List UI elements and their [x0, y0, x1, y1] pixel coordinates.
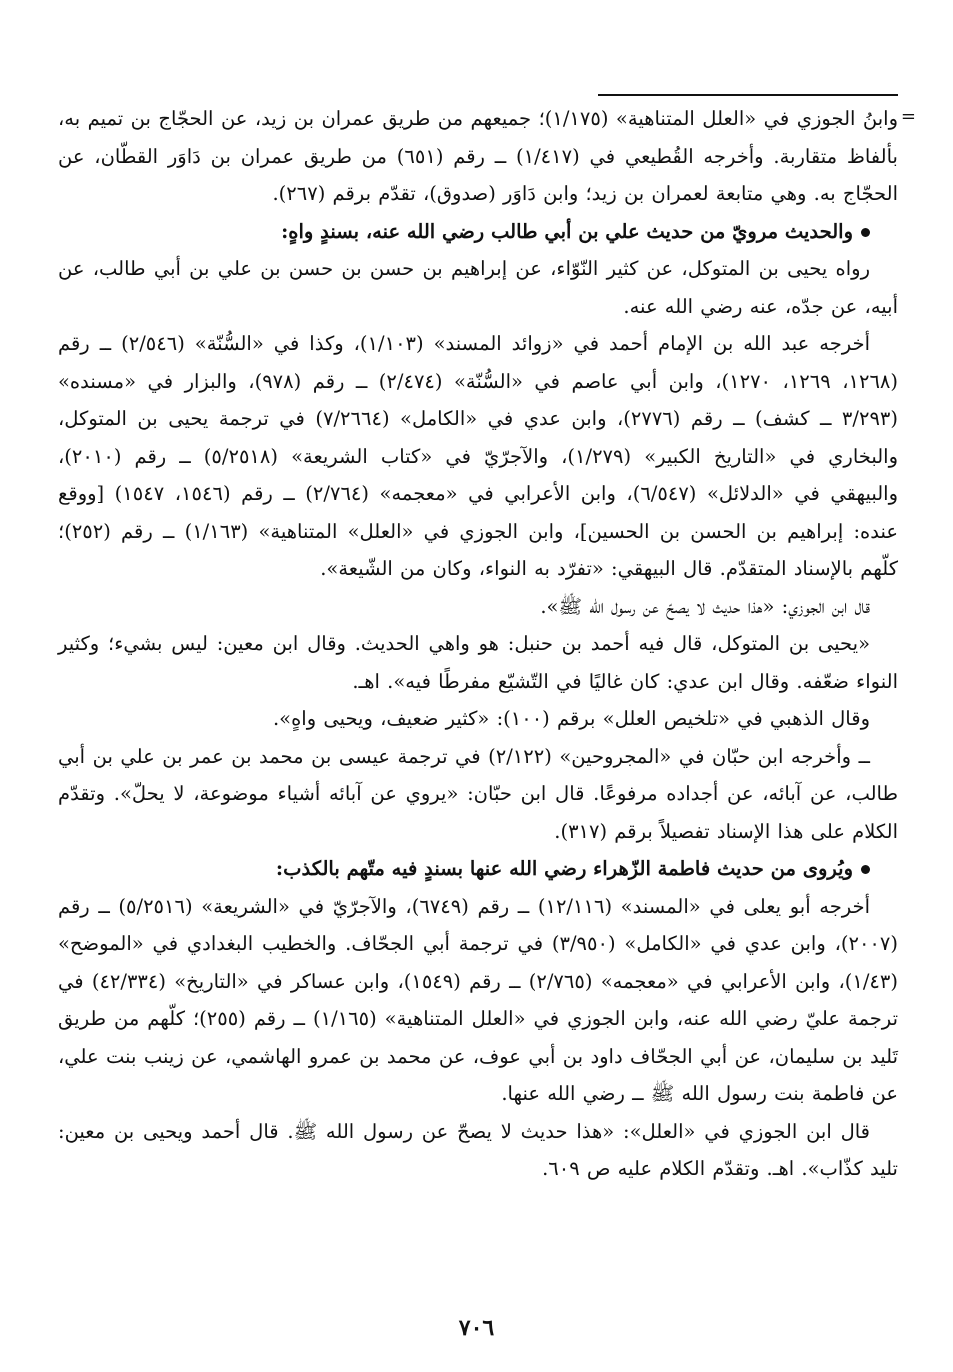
continuation-mark: =	[900, 106, 916, 127]
bullet-icon	[861, 228, 870, 237]
section-heading-text: ويُروى من حديث فاطمة الزّهراء رضي الله عنها بسندٍ فيه متّهم بالكذب:	[275, 857, 853, 880]
section-heading	[58, 850, 898, 888]
bullet-icon	[861, 865, 870, 874]
paragraph: قال ابن الجوزي في «العلل»: «هذا حديث لا يصحّ عن رسول الله ﷺ. قال أحمد ويحيى بن معين: تليد كذّاب». اهـ. وتقدّم الكلام عليه ص ٦٠٩.	[58, 1119, 898, 1180]
section-heading-text: والحديث مرويّ من حديث علي بن أبي طالب رضي الله عنه، بسندٍ واهٍ:	[281, 219, 853, 243]
paragraph: وابنُ الجوزي في «العلل المتناهية» (١/١٧٥)؛ جميعهم من طريق عمران بن زيد، عن الحجّاج بن تميم به، بألفاظ متقاربة. وأخرجه القُطيعي في (١/٤١٧) ــ رقم (٦٥١) من طريق عمران بن دَاوَر القطّان، عن الحجّاج به. وهي متابعة لعمران بن زيد؛ وابن دَاوَر (صدوق)، تقدّم برقم (٢٦٧).	[58, 107, 898, 205]
page-body	[58, 94, 916, 1188]
paragraph: أخرجه أبو يعلى في «المسند» (١٢/١١٦) ــ رقم (٦٧٤٩)، والآجرّيّ في «الشريعة» (٥/٢٥١٦) ــ رقم (٢٠٠٧)، وابن عدي في «الكامل» (٣/٩٥٠) في ترجمة أبي الجحّاف. والخطيب البغدادي في «الموضح» (١/٤٣)، وابن الأعرابي في «معجمه» (٢/٧٦٥) ــ رقم (١٥٤٩)، وابن عساكر في «التاريخ» (٤٢/٣٣٤) في ترجمة عليّ رضي الله عنه، وابن الجوزي في «العلل المتناهية» (١/١٦٥) ــ رقم (٢٥٥)؛ كلّهم من طريق تَليد بن سليمان، عن أبي الجحّاف داود بن أبي عوف، عن محمد بن عمرو الهاشمي، عن زينب بنت علي، عن فاطمة بنت رسول الله ﷺ ــ رضي الله عنها.	[58, 894, 898, 1105]
section-heading	[58, 213, 898, 251]
paragraph: «يحيى بن المتوكل، قال فيه أحمد بن حنبل: هو واهي الحديث. وقال ابن معين: ليس بشيء؛ وكثير النواء ضعّفه. وقال ابن عدي: كان غاليًا في التّشيّع مفرطًا فيه». اهـ.	[58, 632, 898, 693]
paragraph: قال ابن الجوزي: «هذا حديث لا يصحّ عن رسول الله ﷺ».	[540, 594, 870, 618]
page-number: ٧٠٦	[458, 1315, 495, 1341]
paragraph: وقال الذهبي في «تلخيص العلل» برقم (١٠٠): «كثير ضعيف، ويحيى واهٍ».	[272, 707, 870, 730]
footnote-separator-rule	[598, 94, 898, 96]
paragraph: أخرجه عبد الله بن الإمام أحمد في «زوائد المسند» (١/١٠٣)، وكذا في «السُّنّة» (٢/٥٤٦) ــ رقم (١٢٦٨، ١٢٦٩، ١٢٧٠)، وابن أبي عاصم في «السُّنّة» (٢/٤٧٤) ــ رقم (٩٧٨)، والبزار في «مسنده» (٣/٢٩٣ ــ كشف) ــ رقم (٢٧٧٦)، وابن عدي في «الكامل» (٧/٢٦٦٤) في ترجمة يحيى بن المتوكل، والبخاري في «التاريخ الكبير» (١/٢٧٩)، والآجرّيّ في «كتاب الشريعة» (٥/٢٥١٨) ــ رقم (٢٠١٠)، والبيهقي في «الدلائل» (٦/٥٤٧)، وابن الأعرابي في «معجمه» (٢/٧٦٤) ــ رقم (١٥٤٦، ١٥٤٧) [ووقع عنده: إبراهيم بن الحسن بن الحسين]، وابن الجوزي في «العلل» المتناهية» (١/١٦٣) ــ رقم (٢٥٢)؛ كلّهم بالإسناد المتقدّم. قال البيهقي: «تفرّد به النواء، وكان من الشّيعة».	[58, 332, 899, 580]
paragraph: ــ وأخرجه ابن حبّان في «المجروحين» (٢/١٢٢) في ترجمة عيسى بن محمد بن عمر بن علي بن أبي طالب، عن آبائه، عن أجداده مرفوعًا. قال ابن حبّان: «يروي عن آبائه أشياء موضوعة، لا يحلّ». وتقدّم الكلام على هذا الإسناد تفصيلاً برقم (٣١٧).	[58, 744, 898, 843]
paragraph: رواه يحيى بن المتوكل، عن كثير النّوّاء، عن إبراهيم بن حسن بن حسن بن علي بن أبي طالب، عن أبيه، عن جدّه، عنه رضي الله عنه.	[58, 257, 898, 318]
